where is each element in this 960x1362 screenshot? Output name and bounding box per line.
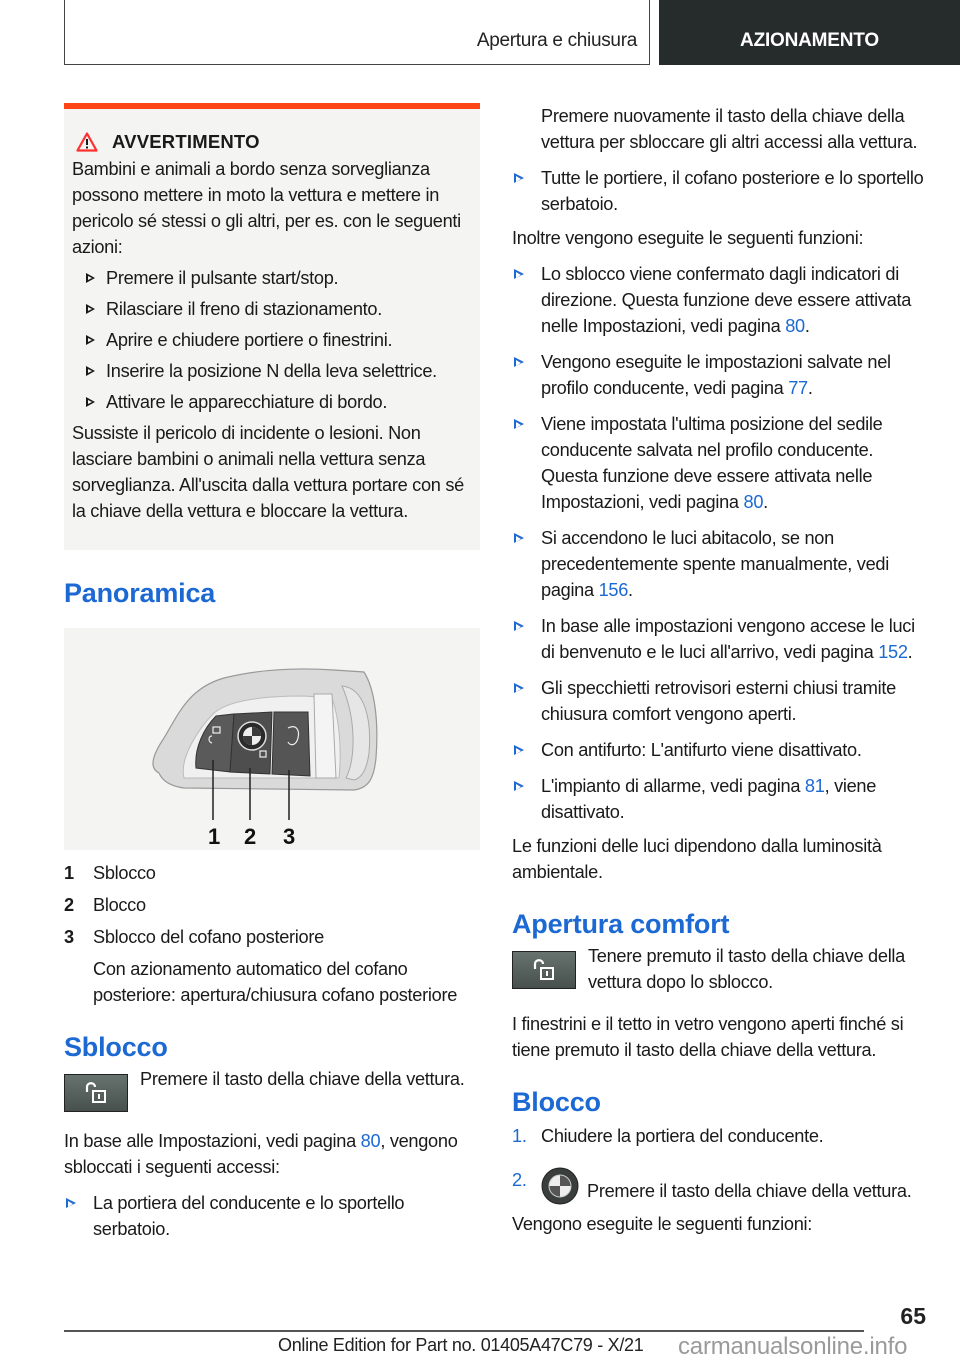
function-item: Lo sblocco viene confermato dagli indicatori di direzione. Questa funzione deve essere attivata nelle Impostazioni, vedi pagina 80. xyxy=(512,261,928,339)
left-column xyxy=(64,103,480,1252)
legend-number: 1 xyxy=(64,863,74,883)
section-heading-apertura-comfort: Apertura comfort xyxy=(512,909,730,939)
warning-item: Aprire e chiudere portiere o finestrini. xyxy=(72,327,472,353)
functions-intro: Inoltre vengono eseguite le seguenti funzioni: xyxy=(512,228,864,248)
warning-triangle-icon xyxy=(76,132,98,152)
section-heading-sblocco: Sblocco xyxy=(64,1032,168,1062)
page-link[interactable]: 77 xyxy=(788,378,808,398)
function-item: Vengono eseguite le impostazioni salvate nel profilo conducente, vedi pagina 77. xyxy=(512,349,928,401)
sblocco-access-list xyxy=(64,1190,480,1242)
page-number: 65 xyxy=(900,1303,926,1329)
sblocco-paragraph: In base alle Impostazioni, vedi pagina 80, vengono sbloccati i seguenti accessi: xyxy=(64,1131,458,1177)
warning-box xyxy=(64,103,480,550)
unlock-key-button-icon xyxy=(512,951,576,989)
warning-item: Premere il pulsante start/stop. xyxy=(72,265,472,291)
legend-text: Blocco xyxy=(93,895,146,915)
access-item: La portiera del conducente e lo sportello serbatoio. xyxy=(64,1190,480,1242)
page-link[interactable]: 80 xyxy=(785,316,805,336)
section-title: Apertura e chiusura xyxy=(476,30,637,51)
legend-number: 2 xyxy=(64,895,74,915)
functions-list xyxy=(512,261,928,825)
footer-divider xyxy=(64,1330,864,1332)
key-fob-illustration xyxy=(64,628,480,850)
key-fob-figure xyxy=(64,628,480,850)
sblocco-instruction xyxy=(64,1066,480,1112)
page-link[interactable]: 80 xyxy=(360,1131,381,1151)
warning-item: Rilasciare il freno di stazionamento. xyxy=(72,296,472,322)
header-section-tab xyxy=(64,0,650,65)
page-link[interactable]: 80 xyxy=(743,492,764,512)
function-item: Con antifurto: L'antifurto viene disattivato. xyxy=(512,737,928,763)
figure-label-2: 2 xyxy=(244,824,257,849)
page-link[interactable]: 152 xyxy=(878,642,908,662)
section-heading-blocco: Blocco xyxy=(512,1087,601,1117)
bmw-logo-key-button-icon xyxy=(541,1167,579,1205)
legend-item xyxy=(64,860,480,886)
unlock-key-button-icon xyxy=(64,1074,128,1112)
sblocco-continued: Premere nuovamente il tasto della chiave della vettura per sbloccare gli altri accessi alla vettura. xyxy=(541,106,918,152)
page-link[interactable]: 81 xyxy=(804,776,825,796)
step-item: 1. Chiudere la portiera del conducente. xyxy=(512,1126,824,1146)
access-item: Tutte le portiere, il cofano posteriore e lo sportello serbatoio. xyxy=(512,165,928,217)
footer-edition: Online Edition for Part no. 01405A47C79 - X/21 xyxy=(278,1335,644,1355)
sblocco-icon-text: Premere il tasto della chiave della vettura. xyxy=(140,1069,465,1089)
figure-legend xyxy=(64,860,480,1008)
blocco-steps xyxy=(512,1123,928,1205)
warning-item: Attivare le apparecchiature di bordo. xyxy=(72,389,472,415)
warning-item: Inserire la posizione N della leva selettrice. xyxy=(72,358,472,384)
warning-outro: Sussiste il pericolo di incidente o lesioni. Non lasciare bambini o animali nella vettura senza sorveglianza. All'uscita dalla vettura portare con sé la chiave della vettura e bloccare la vettura. xyxy=(72,423,464,521)
warning-title: AVVERTIMENTO xyxy=(112,131,260,152)
comfort-icon-text: Tenere premuto il tasto della chiave della vettura dopo lo sblocco. xyxy=(588,946,905,992)
comfort-instruction xyxy=(512,943,928,995)
function-item: Viene impostata l'ultima posizione del sedile conducente salvata nel profilo conducente. Questa funzione deve essere attivata nelle Impostazioni, vedi pagina 80. xyxy=(512,411,928,515)
function-item: In base alle impostazioni vengono accese le luci di benvenuto e le luci all'arrivo, vedi pagina 152. xyxy=(512,613,928,665)
legend-text: Sblocco del cofano posteriore xyxy=(93,927,324,947)
function-item: Si accendono le luci abitacolo, se non precedentemente spente manualmente, vedi pagina 156. xyxy=(512,525,928,603)
figure-label-1: 1 xyxy=(208,824,221,849)
legend-subnote: Con azionamento automatico del cofano posteriore: apertura/chiusura cofano posteriore xyxy=(93,959,458,1005)
right-column xyxy=(512,103,928,1237)
function-item: L'impianto di allarme, vedi pagina 81, viene disattivato. xyxy=(512,773,928,825)
header-chapter-tab xyxy=(659,0,960,65)
legend-item xyxy=(64,924,480,950)
section-heading-panoramica: Panoramica xyxy=(64,578,216,608)
blocco-after: Vengono eseguite le seguenti funzioni: xyxy=(512,1214,813,1234)
sblocco-access-list-2 xyxy=(512,165,928,217)
figure-label-3: 3 xyxy=(283,824,296,849)
comfort-paragraph: I finestrini e il tetto in vetro vengono aperti finché si tiene premuto il tasto della chiave della vettura. xyxy=(512,1014,904,1060)
warning-list xyxy=(72,265,472,415)
lights-note: Le funzioni delle luci dipendono dalla luminosità ambientale. xyxy=(512,836,882,882)
legend-number: 3 xyxy=(64,927,74,947)
legend-item xyxy=(64,892,480,918)
chapter-title: AZIONAMENTO xyxy=(740,30,879,51)
step-item: 2. Premere il tasto della chiave della vettura. xyxy=(512,1167,928,1205)
function-item: Gli specchietti retrovisori esterni chiusi tramite chiusura comfort vengono aperti. xyxy=(512,675,928,727)
footer-watermark: carmanualsonline.info xyxy=(678,1333,908,1360)
page-link[interactable]: 156 xyxy=(598,580,629,600)
warning-intro: Bambini e animali a bordo senza sorveglianza possono mettere in moto la vettura e mettere in pericolo sé stessi o gli altri, per es. con le seguenti azioni: xyxy=(72,159,461,257)
warning-heading xyxy=(72,129,472,155)
legend-text: Sblocco xyxy=(93,863,156,883)
